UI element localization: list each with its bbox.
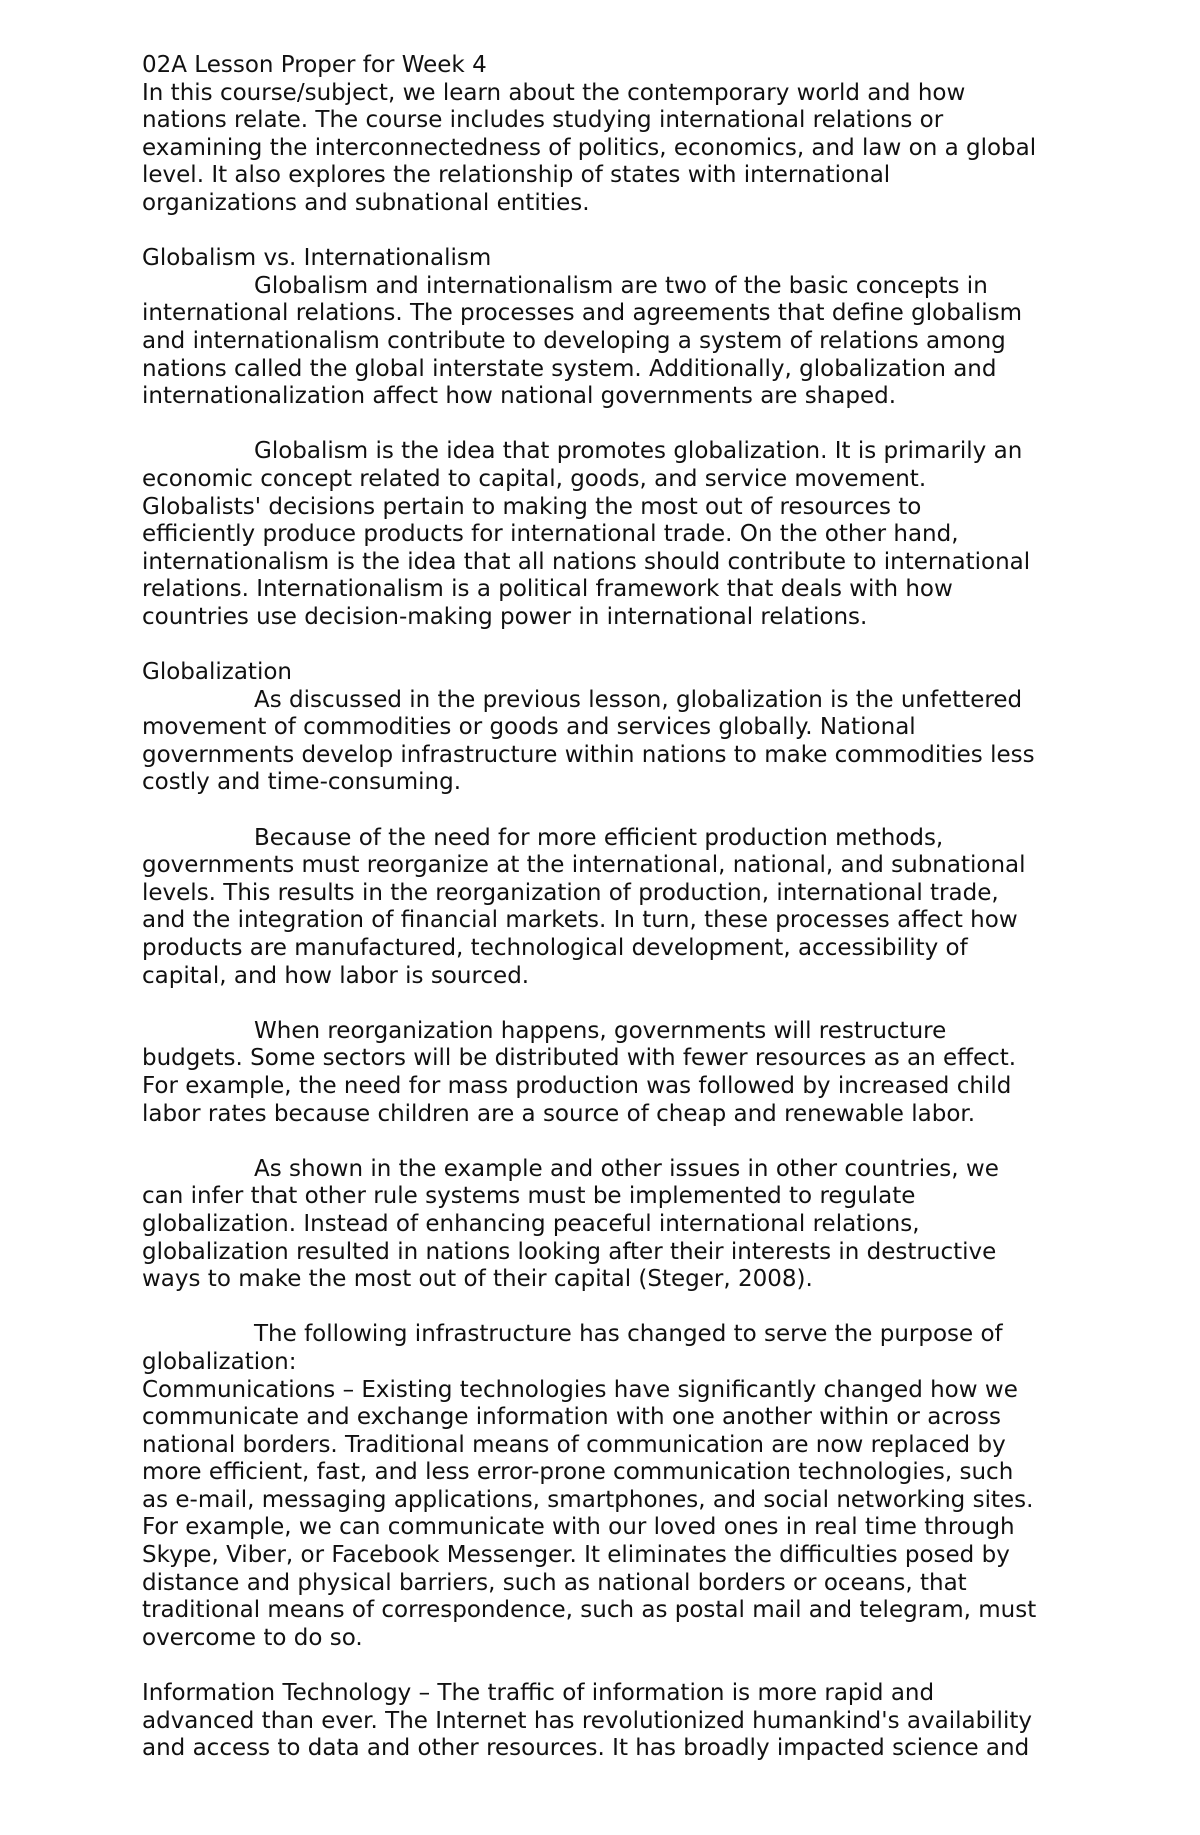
globalism-paragraph-1	[142, 273, 1062, 411]
text-line: and internationalism contribute to developing a system of relations among	[142, 327, 1006, 354]
spacer	[142, 797, 1062, 825]
text-line: nations called the global interstate system. Additionally, globalization and	[142, 355, 997, 382]
text-line: movement of commodities or goods and services globally. National	[142, 714, 916, 741]
text-line: globalization resulted in nations looking after their interests in destructive	[142, 1238, 997, 1265]
text-line: advanced than ever. The Internet has revolutionized humankind's availability	[142, 1707, 1032, 1734]
text-line: globalization:	[142, 1348, 297, 1375]
text-line: As discussed in the previous lesson, globalization is the unfettered	[254, 686, 1023, 713]
spacer	[142, 411, 1062, 439]
text-line: Globalism is the idea that promotes globalization. It is primarily an	[254, 438, 1023, 465]
text-line: costly and time-consuming.	[142, 769, 462, 796]
text-line: relations. Internationalism is a political framework that deals with how	[142, 576, 953, 603]
spacer	[142, 631, 1062, 659]
text-line: Because of the need for more efficient production methods,	[254, 824, 944, 851]
text-line: The following infrastructure has changed to serve the purpose of	[254, 1321, 1003, 1348]
text-line: organizations and subnational entities.	[142, 189, 590, 216]
text-line: Skype, Viber, or Facebook Messenger. It eliminates the difficulties posed by	[142, 1542, 1010, 1569]
text-line: international relations. The processes and agreements that define globalism	[142, 300, 1023, 327]
globalization-paragraph-2	[142, 825, 1062, 991]
document-body	[142, 52, 1062, 1763]
spacer	[142, 1294, 1062, 1322]
spacer	[142, 218, 1062, 246]
spacer	[142, 1652, 1062, 1680]
text-line: level. It also explores the relationship of states with international	[142, 162, 891, 189]
text-line: levels. This results in the reorganization of production, international trade,	[142, 879, 999, 906]
text-line: distance and physical barriers, such as national borders or oceans, that	[142, 1569, 967, 1596]
globalization-paragraph-3	[142, 1018, 1062, 1128]
globalization-paragraph-5	[142, 1321, 1062, 1376]
text-line: traditional means of correspondence, such as postal mail and telegram, must	[142, 1597, 1037, 1624]
text-line: governments must reorganize at the international, national, and subnational	[142, 852, 1026, 879]
text-line: ways to make the most out of their capital (Steger, 2008).	[142, 1266, 813, 1293]
text-line: internationalism is the idea that all nations should contribute to international	[142, 548, 1031, 575]
text-line: globalization. Instead of enhancing peaceful international relations,	[142, 1210, 920, 1237]
section-heading-globalism: Globalism vs. Internationalism	[142, 245, 492, 272]
section-heading-globalization: Globalization	[142, 659, 292, 686]
text-line: and the integration of financial markets. In turn, these processes affect how	[142, 907, 1018, 934]
text-line: communicate and exchange information with one another within or across	[142, 1404, 1001, 1431]
spacer	[142, 990, 1062, 1018]
text-line: efficiently produce products for international trade. On the other hand,	[142, 521, 959, 548]
text-line: can infer that other rule systems must be implemented to regulate	[142, 1183, 916, 1210]
text-line: labor rates because children are a source of cheap and renewable labor.	[142, 1100, 976, 1127]
communications-paragraph	[142, 1377, 1062, 1653]
intro-paragraph	[142, 80, 1062, 218]
text-line: When reorganization happens, governments will restructure	[254, 1017, 947, 1044]
text-line: In this course/subject, we learn about the contemporary world and how	[142, 79, 966, 106]
text-line: Globalism and internationalism are two of the basic concepts in	[254, 272, 988, 299]
document-title: 02A Lesson Proper for Week 4	[142, 52, 487, 78]
text-line: more efficient, fast, and less error-prone communication technologies, such	[142, 1459, 1014, 1486]
text-line: nations relate. The course includes studying international relations or	[142, 107, 944, 134]
text-line: Communications – Existing technologies have significantly changed how we	[142, 1376, 1018, 1403]
text-line: For example, the need for mass production was followed by increased child	[142, 1072, 1012, 1099]
text-line: budgets. Some sectors will be distributed with fewer resources as an effect.	[142, 1045, 1017, 1072]
globalism-paragraph-2	[142, 438, 1062, 631]
text-line: and access to data and other resources. It has broadly impacted science and	[142, 1735, 1030, 1762]
text-line: national borders. Traditional means of communication are now replaced by	[142, 1431, 1006, 1458]
globalization-paragraph-4	[142, 1156, 1062, 1294]
spacer	[142, 1128, 1062, 1156]
text-line: Globalists' decisions pertain to making the most out of resources to	[142, 493, 922, 520]
text-line: internationalization affect how national governments are shaped.	[142, 383, 897, 410]
text-line: For example, we can communicate with our loved ones in real time through	[142, 1514, 1015, 1541]
text-line: Information Technology – The traffic of information is more rapid and	[142, 1680, 935, 1707]
text-line: countries use decision-making power in international relations.	[142, 603, 868, 630]
text-line: governments develop infrastructure within nations to make commodities less	[142, 741, 1035, 768]
text-line: products are manufactured, technological development, accessibility of	[142, 935, 968, 961]
text-line: overcome to do so.	[142, 1624, 363, 1651]
information-technology-paragraph	[142, 1680, 1062, 1763]
text-line: economic concept related to capital, goods, and service movement.	[142, 465, 927, 492]
text-line: capital, and how labor is sourced.	[142, 962, 530, 989]
globalization-paragraph-1	[142, 687, 1062, 797]
text-line: as e-mail, messaging applications, smartphones, and social networking sites.	[142, 1486, 1034, 1513]
text-line: examining the interconnectedness of politics, economics, and law on a global	[142, 134, 1037, 161]
text-line: As shown in the example and other issues in other countries, we	[254, 1155, 999, 1182]
